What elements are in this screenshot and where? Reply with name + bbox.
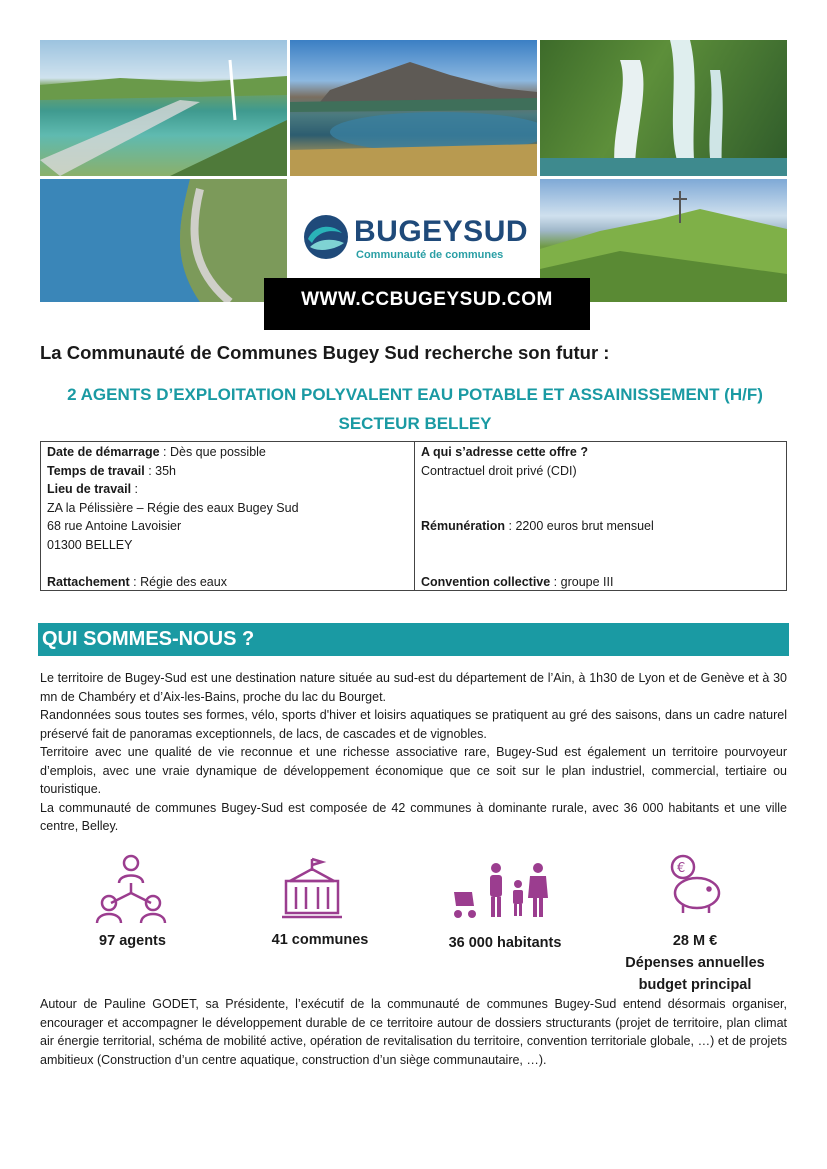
brand-name: BUGEYSUD — [354, 215, 529, 248]
photo-waterfall — [540, 40, 787, 176]
target-value: Contractuel droit privé (CDI) — [421, 463, 577, 478]
intro-heading: La Communauté de Communes Bugey Sud recherche son futur : — [40, 342, 610, 363]
town-hall-icon — [280, 857, 344, 919]
place-label: Lieu de travail — [47, 482, 132, 497]
about-paragraph: Le territoire de Bugey-Sud est une destination nature située au sud-est du département de l’Ain, à 1h30 de Lyon et de Genève et à 30 mn de Chambéry et d’Aix-les-Bains, proche du lac du Bourget. — [40, 671, 787, 704]
stat-budget — [605, 930, 785, 996]
hours-value: : 35h — [144, 463, 177, 478]
start-value: : Dès que possible — [159, 445, 266, 459]
about-paragraph: Randonnées sous toutes ses formes, vélo, sports d'hiver et loisirs aquatiques se pratiquent au gré des saisons, dans un cadre naturel préservé fait de panoramas exceptionnels, de lacs, de cascades et de vignobles. — [40, 708, 787, 741]
stat-agents: 97 agents — [99, 933, 166, 949]
closing-paragraph: Autour de Pauline GODET, sa Présidente, l’exécutif de la communauté de communes Bugey-Sud entend désormais organiser, encourager et accompagner le développement durable de ce territoire autour de dossiers structurants (projet de territoire, plan climat air énergie territorial, schéma de mobilité active, opération de revitalisation du territoire, convention territoriale globale, …) et de projets ambitieux (Construction d’un centre aquatique, construction d’un siège communautaire, …). — [40, 997, 787, 1067]
people-network-icon — [95, 853, 167, 925]
section-heading: QUI SOMMES-NOUS ? — [38, 623, 789, 656]
hours-label: Temps de travail — [47, 463, 145, 478]
stat-budget-label: Dépenses annuelles — [625, 955, 765, 971]
address-line-1: ZA la Pélissière – Régie des eaux Bugey Sud — [47, 500, 299, 515]
bugeysud-logo-icon — [302, 213, 350, 261]
photo-lake-bridge — [40, 40, 287, 176]
about-paragraph: La communauté de communes Bugey-Sud est composée de 42 communes à dominante rurale, avec 36 000 habitants et une ville centre, Belley. — [40, 800, 787, 833]
target-label: A qui s’adresse cette offre ? — [421, 445, 588, 459]
stat-habitants: 36 000 habitants — [448, 935, 562, 951]
job-sector: SECTEUR BELLEY — [338, 414, 492, 433]
start-label: Date de démarrage — [47, 445, 160, 459]
stat-communes: 41 communes — [271, 932, 369, 948]
svg-text:€: € — [677, 861, 686, 876]
conv-value: : groupe III — [550, 575, 614, 590]
attach-label: Rattachement — [47, 575, 130, 590]
photo-mountain-lake — [290, 40, 537, 176]
info-left-column — [41, 442, 415, 590]
conv-label: Convention collective — [421, 575, 551, 590]
pay-value: : 2200 euros brut mensuel — [505, 519, 654, 534]
photo-banner — [40, 40, 787, 302]
family-icon — [452, 862, 548, 920]
job-title: 2 AGENTS D’EXPLOITATION POLYVALENT EAU POTABLE ET ASSAINISSEMENT (H/F) — [67, 385, 763, 404]
photo-river-cycle-path — [40, 179, 287, 302]
stat-budget-sublabel: budget principal — [638, 977, 752, 993]
about-text — [40, 669, 787, 836]
place-value: : — [131, 482, 139, 497]
job-info-table — [40, 441, 787, 591]
stat-budget-amount: 28 M € — [672, 933, 718, 949]
address-line-2: 68 rue Antoine Lavoisier — [47, 519, 182, 534]
website-url[interactable]: WWW.CCBUGEYSUD.COM — [264, 278, 590, 330]
attach-value: : Régie des eaux — [129, 575, 227, 590]
pay-label: Rémunération — [421, 519, 506, 534]
brand-subtitle: Communauté de communes — [356, 249, 504, 261]
address-line-3: 01300 BELLEY — [47, 537, 133, 552]
about-paragraph: Territoire avec une qualité de vie reconnue et une richesse associative rare, Bugey-Sud est également un territoire pourvoyeur d’emplois, avec une vraie dynamique de développement économique que ce soit sur le plan industriel, commercial, tertiaire ou touristique. — [40, 745, 787, 796]
info-right-column — [415, 442, 787, 593]
piggy-bank-euro-icon — [665, 853, 723, 917]
